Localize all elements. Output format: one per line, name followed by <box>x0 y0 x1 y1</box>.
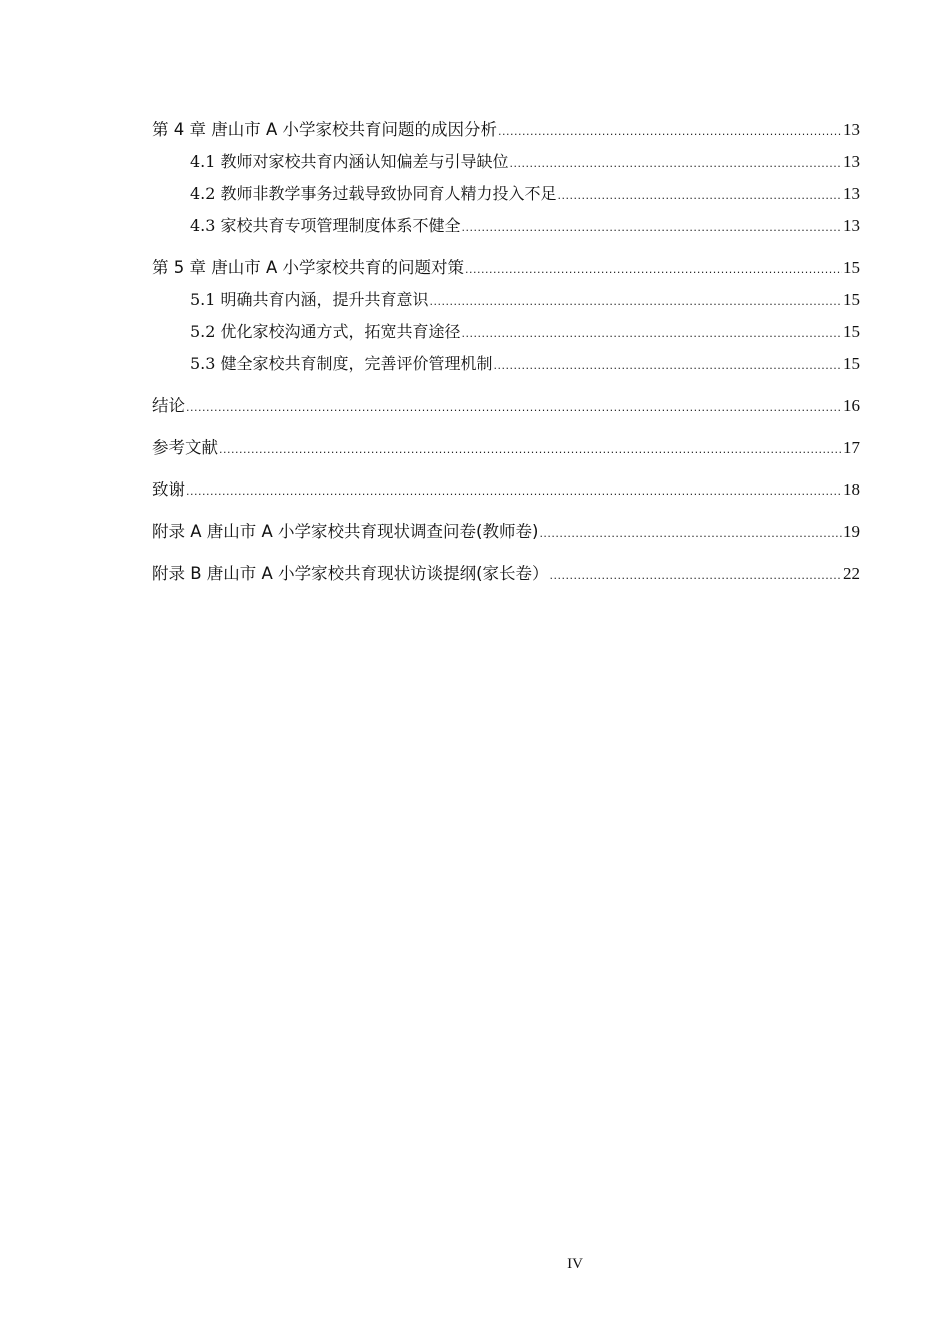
dot-leader <box>219 434 842 466</box>
toc-entry-appendix-b[interactable] <box>152 558 860 590</box>
toc-entry-title: 4.2 教师非教学事务过载导致协同育人精力投入不足 <box>190 184 557 203</box>
toc-entry-title: 致谢 <box>152 480 185 499</box>
toc-entry-chapter-4[interactable] <box>152 114 860 146</box>
toc-entry-page: 17 <box>843 438 860 457</box>
toc-entry-page: 15 <box>843 322 860 341</box>
dot-leader <box>494 350 842 382</box>
toc-entry-section-5-1[interactable] <box>152 284 860 316</box>
toc-entry-page: 13 <box>843 152 860 171</box>
toc-entry-page: 15 <box>843 354 860 373</box>
toc-entry-title: 4.3 家校共育专项管理制度体系不健全 <box>190 216 461 235</box>
toc-entry-section-4-3[interactable] <box>152 210 860 242</box>
dot-leader <box>539 518 842 550</box>
toc-entry-conclusion[interactable] <box>152 390 860 422</box>
toc-entry-title: 参考文献 <box>152 438 218 457</box>
dot-leader <box>510 148 842 180</box>
toc-entry-acknowledgements[interactable] <box>152 474 860 506</box>
toc-entry-page: 13 <box>843 120 860 139</box>
dot-leader <box>465 254 842 286</box>
toc-entry-page: 15 <box>843 258 860 277</box>
toc-entry-title: 4.1 教师对家校共育内涵认知偏差与引导缺位 <box>190 152 509 171</box>
dot-leader <box>186 476 842 508</box>
toc-entry-section-5-3[interactable] <box>152 348 860 380</box>
dot-leader <box>186 392 842 424</box>
page-number: IV <box>567 1256 583 1272</box>
toc-entry-appendix-a[interactable] <box>152 516 860 548</box>
toc-entry-page: 22 <box>843 564 860 583</box>
dot-leader <box>550 560 842 592</box>
toc-entry-section-4-2[interactable] <box>152 178 860 210</box>
dot-leader <box>498 116 842 148</box>
toc-entry-page: 13 <box>843 184 860 203</box>
toc-entry-page: 15 <box>843 290 860 309</box>
toc-entry-title: 附录 A 唐山市 A 小学家校共育现状调查问卷(教师卷) <box>152 522 539 541</box>
toc-entry-page: 13 <box>843 216 860 235</box>
toc-entry-page: 18 <box>843 480 860 499</box>
toc-entry-references[interactable] <box>152 432 860 464</box>
toc-entry-title: 附录 B 唐山市 A 小学家校共育现状访谈提纲(家长卷） <box>152 564 549 583</box>
toc-entry-title: 第 4 章 唐山市 A 小学家校共育问题的成因分析 <box>152 120 498 139</box>
toc-entry-page: 19 <box>843 522 860 541</box>
toc-entry-title: 5.2 优化家校沟通方式，拓宽共育途径 <box>190 322 461 341</box>
toc-entry-title: 5.1 明确共育内涵，提升共育意识 <box>190 290 429 309</box>
toc-entry-section-4-1[interactable] <box>152 146 860 178</box>
table-of-contents <box>152 114 860 590</box>
dot-leader <box>462 318 842 350</box>
dot-leader <box>558 180 842 212</box>
toc-entry-title: 5.3 健全家校共育制度，完善评价管理机制 <box>190 354 493 373</box>
toc-entry-page: 16 <box>843 396 860 415</box>
toc-entry-title: 结论 <box>152 396 185 415</box>
toc-entry-section-5-2[interactable] <box>152 316 860 348</box>
toc-entry-chapter-5[interactable] <box>152 252 860 284</box>
toc-entry-title: 第 5 章 唐山市 A 小学家校共育的问题对策 <box>152 258 465 277</box>
dot-leader <box>430 286 842 318</box>
dot-leader <box>462 212 842 244</box>
